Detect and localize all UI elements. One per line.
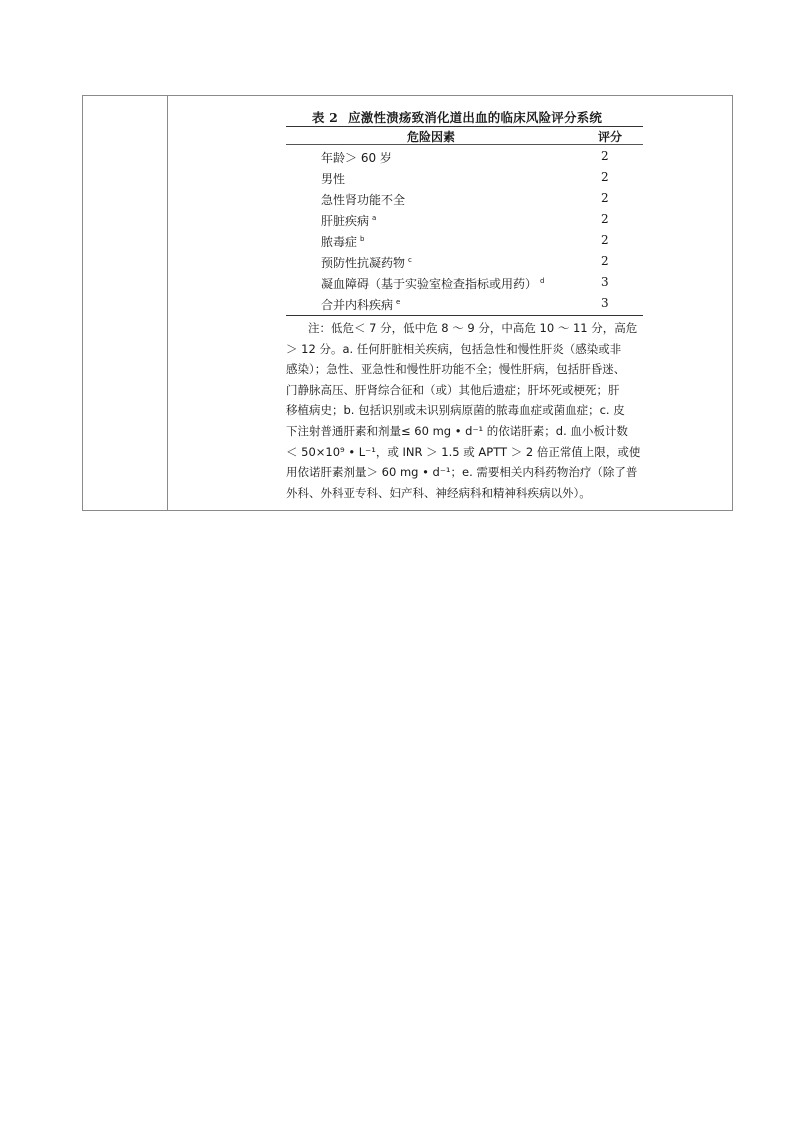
header-score: 评分 <box>598 130 623 144</box>
row-footnote-marker: b <box>360 235 365 243</box>
table-header-rule <box>286 144 643 145</box>
table-label: 表 2 <box>311 110 339 125</box>
header-risk-factor: 危险因素 <box>406 130 455 144</box>
row-factor: 肝脏疾病 <box>321 214 370 228</box>
footnote-line: 下注射普通肝素和剂量≤ 60 mg • d⁻¹ 的依诺肝素；d. 血小板计数 <box>286 423 628 438</box>
table-row <box>286 296 643 314</box>
footnote-line: 用依诺肝素剂量＞ 60 mg • d⁻¹；e. 需要相关内科药物治疗（除了普 <box>286 465 638 480</box>
right-content-cell <box>168 96 732 510</box>
document-table-frame <box>82 95 733 511</box>
row-score: 3 <box>601 296 609 310</box>
table-top-rule <box>286 126 643 127</box>
table-row <box>286 212 643 230</box>
row-factor: 预防性抗凝药物 <box>321 256 406 270</box>
footnote-line: 门静脉高压、肝肾综合征和（或）其他后遗症；肝坏死或梗死；肝 <box>286 382 620 397</box>
row-footnote-marker: a <box>372 214 377 222</box>
row-footnote-marker: c <box>408 256 412 264</box>
table-bottom-rule <box>286 315 643 316</box>
row-score: 3 <box>601 275 609 289</box>
row-score: 2 <box>601 170 609 184</box>
table-row <box>286 254 643 272</box>
row-score: 2 <box>601 149 609 163</box>
row-factor: 合并内科疾病 <box>321 298 394 312</box>
footnote-line: 感染）；急性、亚急性和慢性肝功能不全；慢性肝病，包括肝昏迷、 <box>286 362 626 377</box>
table-row <box>286 149 643 167</box>
row-factor: 年龄＞ 60 岁 <box>321 151 392 165</box>
row-factor: 男性 <box>321 172 346 186</box>
footnote-line: 移植病史；b. 包括识别或未识别病原菌的脓毒血症或菌血症；c. 皮 <box>286 403 625 418</box>
table-header-row <box>286 128 643 144</box>
table-row <box>286 233 643 251</box>
table-footnote <box>286 318 643 503</box>
footnote-line: 注：低危＜ 7 分，低中危 8 ～ 9 分，中高危 10 ～ 11 分，高危 <box>308 321 638 335</box>
row-footnote-marker: d <box>540 277 545 285</box>
table-title <box>268 108 646 126</box>
table-title-text: 应激性溃疡致消化道出血的临床风险评分系统 <box>348 110 603 125</box>
table-row <box>286 191 643 209</box>
row-factor: 脓毒症 <box>321 235 358 249</box>
footnote-line: ＞ 12 分。a. 任何肝脏相关疾病，包括急性和慢性肝炎（感染或非 <box>286 341 622 356</box>
table-row <box>286 170 643 188</box>
row-footnote-marker: e <box>396 298 401 306</box>
footnote-line: ＜ 50×10⁹ • L⁻¹，或 INR ＞ 1.5 或 APTT ＞ 2 倍正常值上限，或使 <box>286 444 641 459</box>
row-score: 2 <box>601 191 609 205</box>
row-factor: 急性肾功能不全 <box>321 193 406 207</box>
row-score: 2 <box>601 212 609 226</box>
table-row <box>286 275 643 293</box>
row-score: 2 <box>601 233 609 247</box>
row-factor: 凝血障碍（基于实验室检查指标或用药） <box>321 277 538 291</box>
footnote-line: 外科、外科亚专科、妇产科、神经病科和精神科疾病以外）。 <box>286 485 591 500</box>
left-empty-cell <box>83 96 168 510</box>
row-score: 2 <box>601 254 609 268</box>
